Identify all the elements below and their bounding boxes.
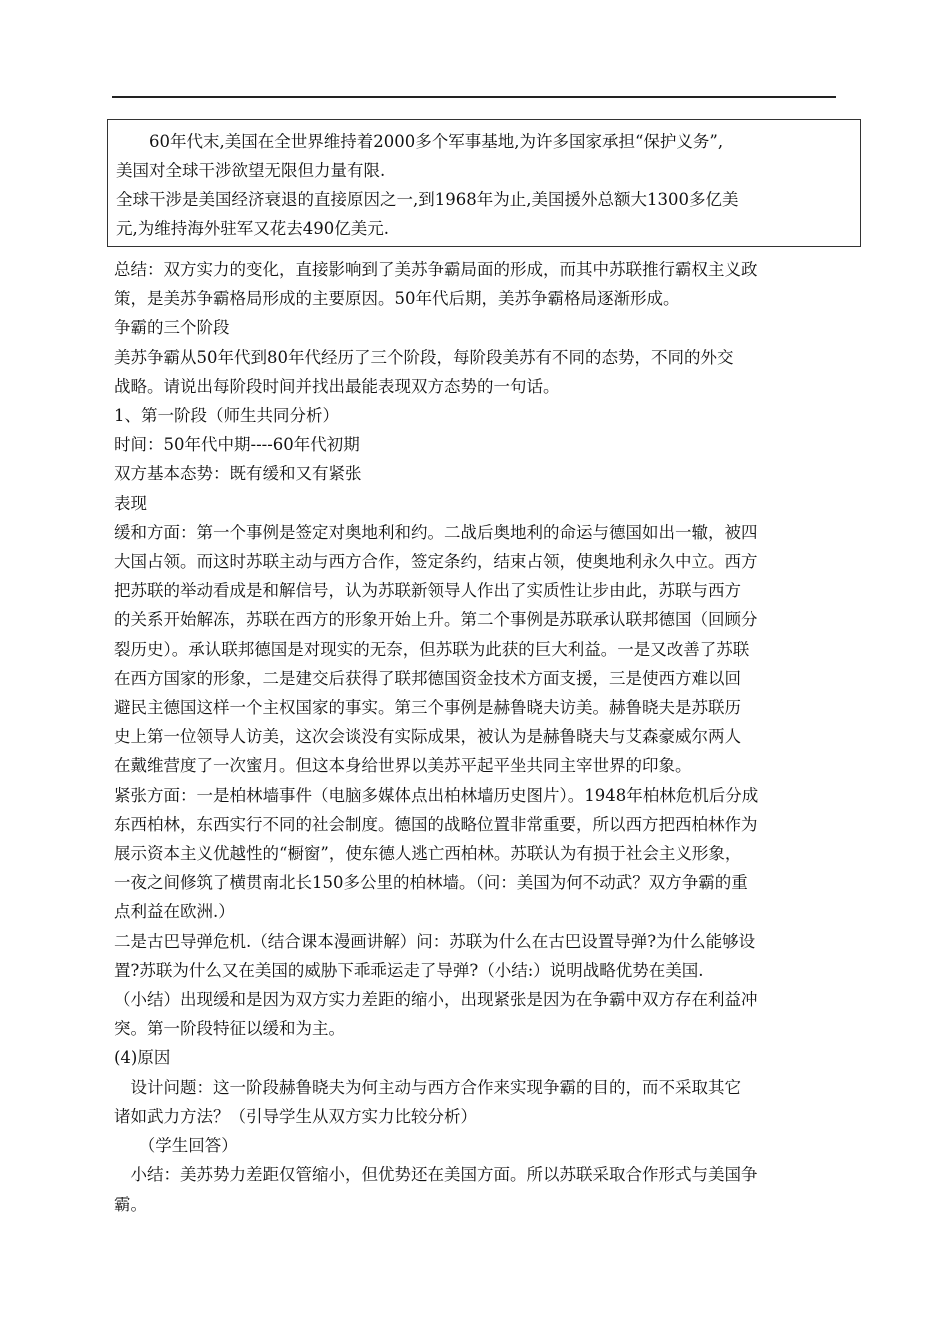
body-line: 战略。请说出每阶段时间并找出最能表现双方态势的一句话。 xyxy=(114,376,560,396)
box-line: 60年代末,美国在全世界维持着2000多个军事基地,为许多国家承担“保护义务”, xyxy=(116,132,724,151)
body-line: 霸。 xyxy=(114,1194,147,1214)
body-line: 双方基本态势：既有缓和又有紧张 xyxy=(114,464,362,484)
body-line: 的关系开始解冻，苏联在西方的形象开始上升。第二个事例是苏联承认联邦德国（回顾分 xyxy=(114,610,758,630)
box-line: 元,为维持海外驻军又花去490亿美元. xyxy=(116,219,389,238)
body-line: (4)原因 xyxy=(114,1048,171,1068)
section-heading: 争霸的三个阶段 xyxy=(114,318,230,338)
body-line: 美苏争霸从50年代到80年代经历了三个阶段，每阶段美苏有不同的态势，不同的外交 xyxy=(114,347,734,367)
document-body xyxy=(114,255,844,1219)
body-line: 东西柏林，东西实行不同的社会制度。德国的战略位置非常重要，所以西方把西柏林作为 xyxy=(114,814,758,834)
body-line: 避民主德国这样一个主权国家的事实。第三个事例是赫鲁晓夫访美。赫鲁晓夫是苏联历 xyxy=(114,698,741,718)
body-line: 裂历史）。承认联邦德国是对现实的无奈，但苏联为此获的巨大利益。一是又改善了苏联 xyxy=(114,639,750,659)
body-line: 大国占领。而这时苏联主动与西方合作，签定条约，结束占领，使奥地利永久中立。西方 xyxy=(114,552,758,572)
box-line: 美国对全球干涉欲望无限但力量有限. xyxy=(116,161,386,180)
note-box xyxy=(107,119,861,247)
body-line: 二是古巴导弹危机.（结合课本漫画讲解）问：苏联为什么在古巴设置导弹?为什么能够设 xyxy=(114,931,756,951)
body-line: （小结）出现缓和是因为双方实力差距的缩小，出现紧张是因为在争霸中双方存在利益冲 xyxy=(114,990,758,1010)
body-line: 展示资本主义优越性的“橱窗”，使东德人逃亡西柏林。苏联认为有损于社会主义形象， xyxy=(114,844,742,864)
body-line: 置?苏联为什么又在美国的威胁下乖乖运走了导弹?（小结:）说明战略优势在美国. xyxy=(114,960,704,980)
body-line: 小结：美苏势力差距仅管缩小，但优势还在美国方面。所以苏联采取合作形式与美国争 xyxy=(114,1165,758,1185)
header-rule xyxy=(112,96,836,98)
body-line: 紧张方面：一是柏林墙事件（电脑多媒体点出柏林墙历史图片）。1948年柏林危机后分成 xyxy=(114,785,759,805)
body-line: 史上第一位领导人访美，这次会谈没有实际成果，被认为是赫鲁晓夫与艾森豪威尔两人 xyxy=(114,727,741,747)
body-line: 在戴维营度了一次蜜月。但这本身给世界以美苏平起平坐共同主宰世界的印象。 xyxy=(114,756,692,776)
summary-line: 总结：双方实力的变化，直接影响到了美苏争霸局面的形成，而其中苏联推行霸权主义政 xyxy=(114,260,758,279)
summary-line: 策，是美苏争霸格局形成的主要原因。50年代后期，美苏争霸格局逐渐形成。 xyxy=(114,289,680,309)
box-line: 全球干涉是美国经济衰退的直接原因之一,到1968年为止,美国援外总额大1300多亿美 xyxy=(116,190,739,209)
body-line: 缓和方面：第一个事例是签定对奥地利和约。二战后奥地利的命运与德国如出一辙，被四 xyxy=(114,522,758,542)
body-line: 突。第一阶段特征以缓和为主。 xyxy=(114,1019,345,1039)
body-line: 一夜之间修筑了横贯南北长150多公里的柏林墙。（问：美国为何不动武？双方争霸的重 xyxy=(114,873,748,893)
body-line: 诸如武力方法？（引导学生从双方实力比较分析） xyxy=(114,1106,477,1126)
body-line: 设计问题：这一阶段赫鲁晓夫为何主动与西方合作来实现争霸的目的，而不采取其它 xyxy=(114,1077,741,1097)
body-line: （学生回答） xyxy=(114,1136,238,1156)
body-line: 点利益在欧洲.） xyxy=(114,902,235,922)
body-line: 把苏联的举动看成是和解信号，认为苏联新领导人作出了实质性让步由此，苏联与西方 xyxy=(114,581,741,601)
body-line: 时间：50年代中期----60年代初期 xyxy=(114,435,360,455)
subsection-heading: 1、第一阶段（师生共同分析） xyxy=(114,406,339,426)
body-line: 在西方国家的形象，二是建交后获得了联邦德国资金技术方面支援，三是使西方难以回 xyxy=(114,668,741,688)
body-line: 表现 xyxy=(114,493,147,513)
